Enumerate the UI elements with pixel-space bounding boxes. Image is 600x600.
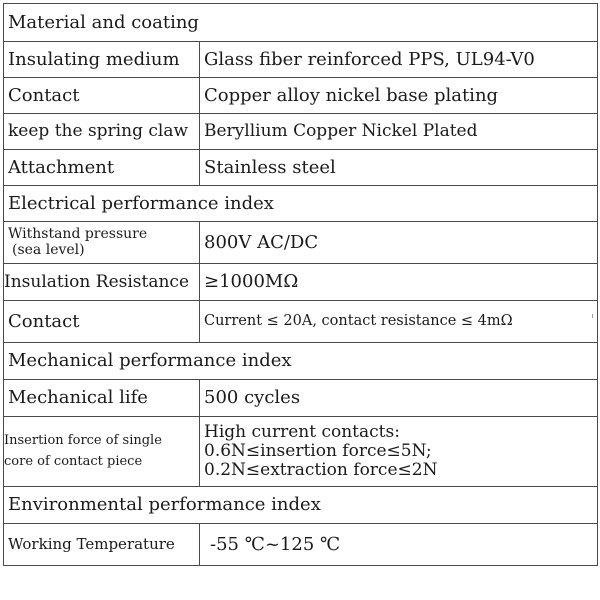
table-row xyxy=(4,301,598,343)
section-title-material: Material and coating xyxy=(4,4,598,42)
label-contact-material: Contact xyxy=(4,78,200,114)
table-row xyxy=(4,78,598,114)
value-contact-material: Copper alloy nickel base plating xyxy=(200,78,598,114)
label-mechanical-life: Mechanical life xyxy=(4,380,200,417)
value-working-temperature: -55 ℃~125 ℃ xyxy=(200,524,598,566)
section-title-environmental: Environmental performance index xyxy=(4,487,598,524)
label-attachment: Attachment xyxy=(4,150,200,186)
section-row-material xyxy=(4,4,598,42)
section-title-mechanical: Mechanical performance index xyxy=(4,343,598,380)
value-insertion-force-line3: 0.2N≤extraction force≤2N xyxy=(204,459,438,480)
spec-sheet xyxy=(3,3,597,597)
section-row-mechanical xyxy=(4,343,598,380)
value-insulation-resistance: ≥1000MΩ xyxy=(200,264,598,301)
label-withstand-pressure-line2: (sea level) xyxy=(12,241,85,258)
label-insertion-force xyxy=(4,417,200,487)
label-spring-claw: keep the spring claw xyxy=(4,114,200,150)
section-row-environmental xyxy=(4,487,598,524)
label-withstand-pressure-line1: Withstand pressure xyxy=(8,226,148,243)
edge-tick-mark xyxy=(592,314,593,318)
label-insulation-resistance: Insulation Resistance xyxy=(4,264,200,301)
section-row-electrical xyxy=(4,186,598,222)
table-row xyxy=(4,42,598,78)
value-insertion-force-line2: 0.6N≤insertion force≤5N; xyxy=(204,441,432,462)
value-insertion-force-line1: High current contacts: xyxy=(204,422,400,443)
section-title-electrical: Electrical performance index xyxy=(4,186,598,222)
table-row xyxy=(4,417,598,487)
table-row xyxy=(4,524,598,566)
value-insertion-force xyxy=(200,417,598,487)
label-insertion-force-line2: core of contact piece xyxy=(4,453,143,469)
value-contact-electrical: Current ≤ 20A, contact resistance ≤ 4mΩ xyxy=(200,301,598,343)
table-row xyxy=(4,222,598,264)
table-row xyxy=(4,114,598,150)
label-insulating-medium: Insulating medium xyxy=(4,42,200,78)
label-contact-electrical: Contact xyxy=(4,301,200,343)
value-attachment: Stainless steel xyxy=(200,150,598,186)
table-row xyxy=(4,380,598,417)
value-insulating-medium: Glass fiber reinforced PPS, UL94-V0 xyxy=(200,42,598,78)
spec-table xyxy=(3,3,598,566)
table-row xyxy=(4,150,598,186)
value-mechanical-life: 500 cycles xyxy=(200,380,598,417)
value-withstand-pressure: 800V AC/DC xyxy=(200,222,598,264)
label-insertion-force-line1: Insertion force of single xyxy=(4,433,162,449)
label-working-temperature: Working Temperature xyxy=(4,524,200,566)
value-spring-claw: Beryllium Copper Nickel Plated xyxy=(200,114,598,150)
label-withstand-pressure xyxy=(4,222,200,264)
table-row xyxy=(4,264,598,301)
